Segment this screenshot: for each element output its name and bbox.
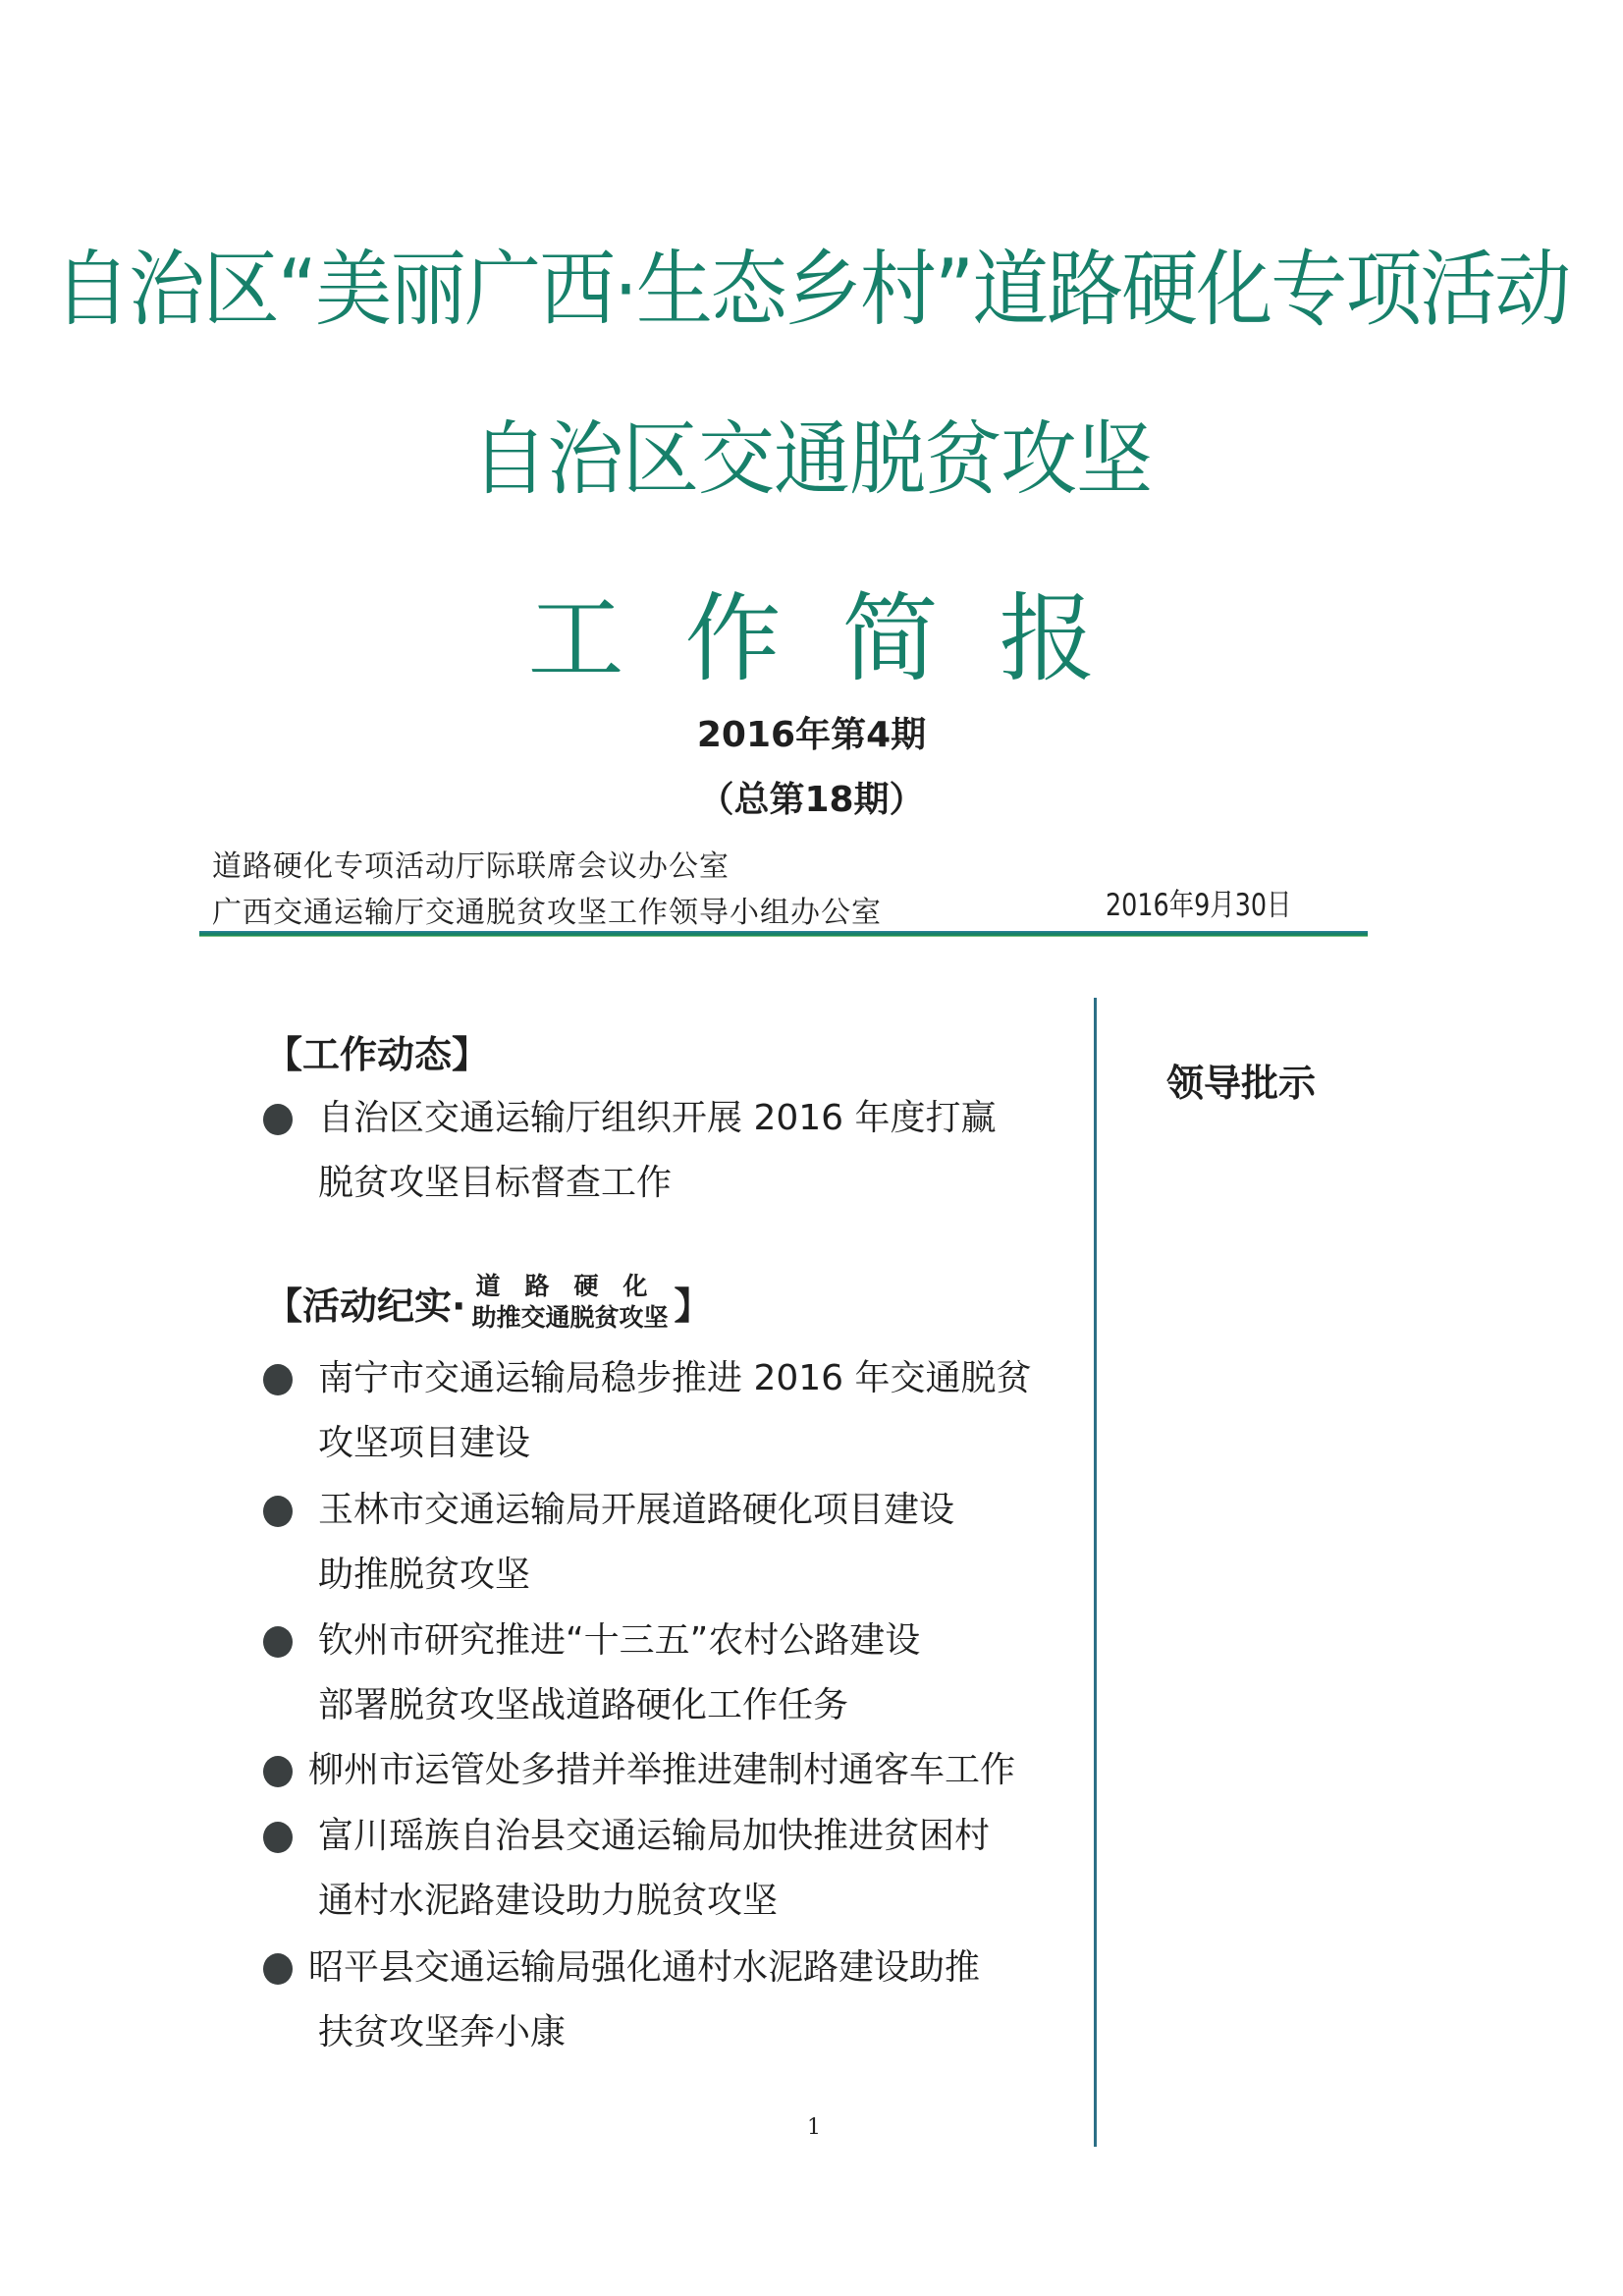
column-divider (1094, 998, 1097, 2147)
section-label-suffix: 】 (674, 1284, 712, 1328)
toc-item-line: 玉林市交通运输局开展道路硬化项目建设 (318, 1490, 955, 1530)
toc-item[interactable] (263, 1804, 1088, 1934)
bullet-icon (263, 1364, 293, 1395)
toc-item-line: 南宁市交通运输局稳步推进 2016 年交通脱贫 (318, 1358, 1032, 1398)
toc-item-line: 昭平县交通运输局强化通村水泥路建设助推 (308, 1947, 981, 1988)
bullet-icon (263, 1756, 293, 1787)
toc-item-line: 攻坚项目建设 (318, 1423, 531, 1463)
toc-item[interactable] (263, 1086, 1088, 1216)
section-label-stack (471, 1271, 672, 1334)
issue-number: 2016年第4期 (696, 715, 927, 755)
toc-item-line: 富川瑶族自治县交通运输局加快推进贫困村 (318, 1816, 991, 1856)
issuing-office-2: 广西交通运输厅交通脱贫攻坚工作领导小组办公室 (212, 896, 882, 930)
bulletin-title-poverty: 自治区交通脱贫攻坚 (470, 413, 1152, 507)
header-divider (199, 931, 1368, 937)
bullet-icon (263, 1496, 293, 1527)
section-label-stack-bottom: 助推交通脱贫攻坚 (471, 1303, 669, 1332)
leader-instructions-heading: 领导批示 (1166, 1062, 1317, 1105)
toc-item[interactable] (263, 1609, 1088, 1738)
toc-item-line: 钦州市研究推进“十三五”农村公路建设 (318, 1620, 921, 1661)
section-label-stack-top: 道路硬化 (475, 1272, 673, 1300)
total-issue-number: （总第18期） (698, 780, 925, 820)
toc-item-line: 自治区交通运输厅组织开展 2016 年度打赢 (318, 1098, 997, 1138)
toc-item[interactable] (263, 1936, 1088, 2065)
toc-item[interactable] (263, 1738, 1088, 1803)
section-heading-work-news: 【工作动态】 (265, 1033, 490, 1076)
toc-item-line: 助推脱贫攻坚 (318, 1555, 531, 1595)
toc-item-line: 柳州市运管处多措并举推进建制村通客车工作 (308, 1750, 1016, 1790)
toc-item-line: 部署脱贫攻坚战道路硬化工作任务 (318, 1685, 849, 1725)
toc-item-line: 通村水泥路建设助力脱贫攻坚 (318, 1881, 779, 1921)
page-number: 1 (807, 2115, 821, 2140)
toc-item-line: 扶贫攻坚奔小康 (318, 2012, 567, 2052)
bullet-icon (263, 1953, 293, 1985)
bullet-icon (263, 1104, 293, 1135)
bulletin-title-main: 工作简报 (527, 583, 1157, 695)
toc-item-line: 脱贫攻坚目标督查工作 (318, 1163, 673, 1203)
toc-item[interactable] (263, 1478, 1088, 1608)
bullet-icon (263, 1626, 293, 1658)
issue-date: 2016年9月30日 (1106, 888, 1292, 923)
bulletin-title-campaign: 自治区“美丽广西·生态乡村”道路硬化专项活动 (53, 242, 1570, 339)
section-label-prefix: 【活动纪实· (265, 1284, 466, 1328)
bullet-icon (263, 1822, 293, 1853)
toc-item[interactable] (263, 1346, 1088, 1476)
issuing-office-1: 道路硬化专项活动厅际联席会议办公室 (212, 849, 730, 884)
section-heading-activity-record (265, 1271, 711, 1334)
